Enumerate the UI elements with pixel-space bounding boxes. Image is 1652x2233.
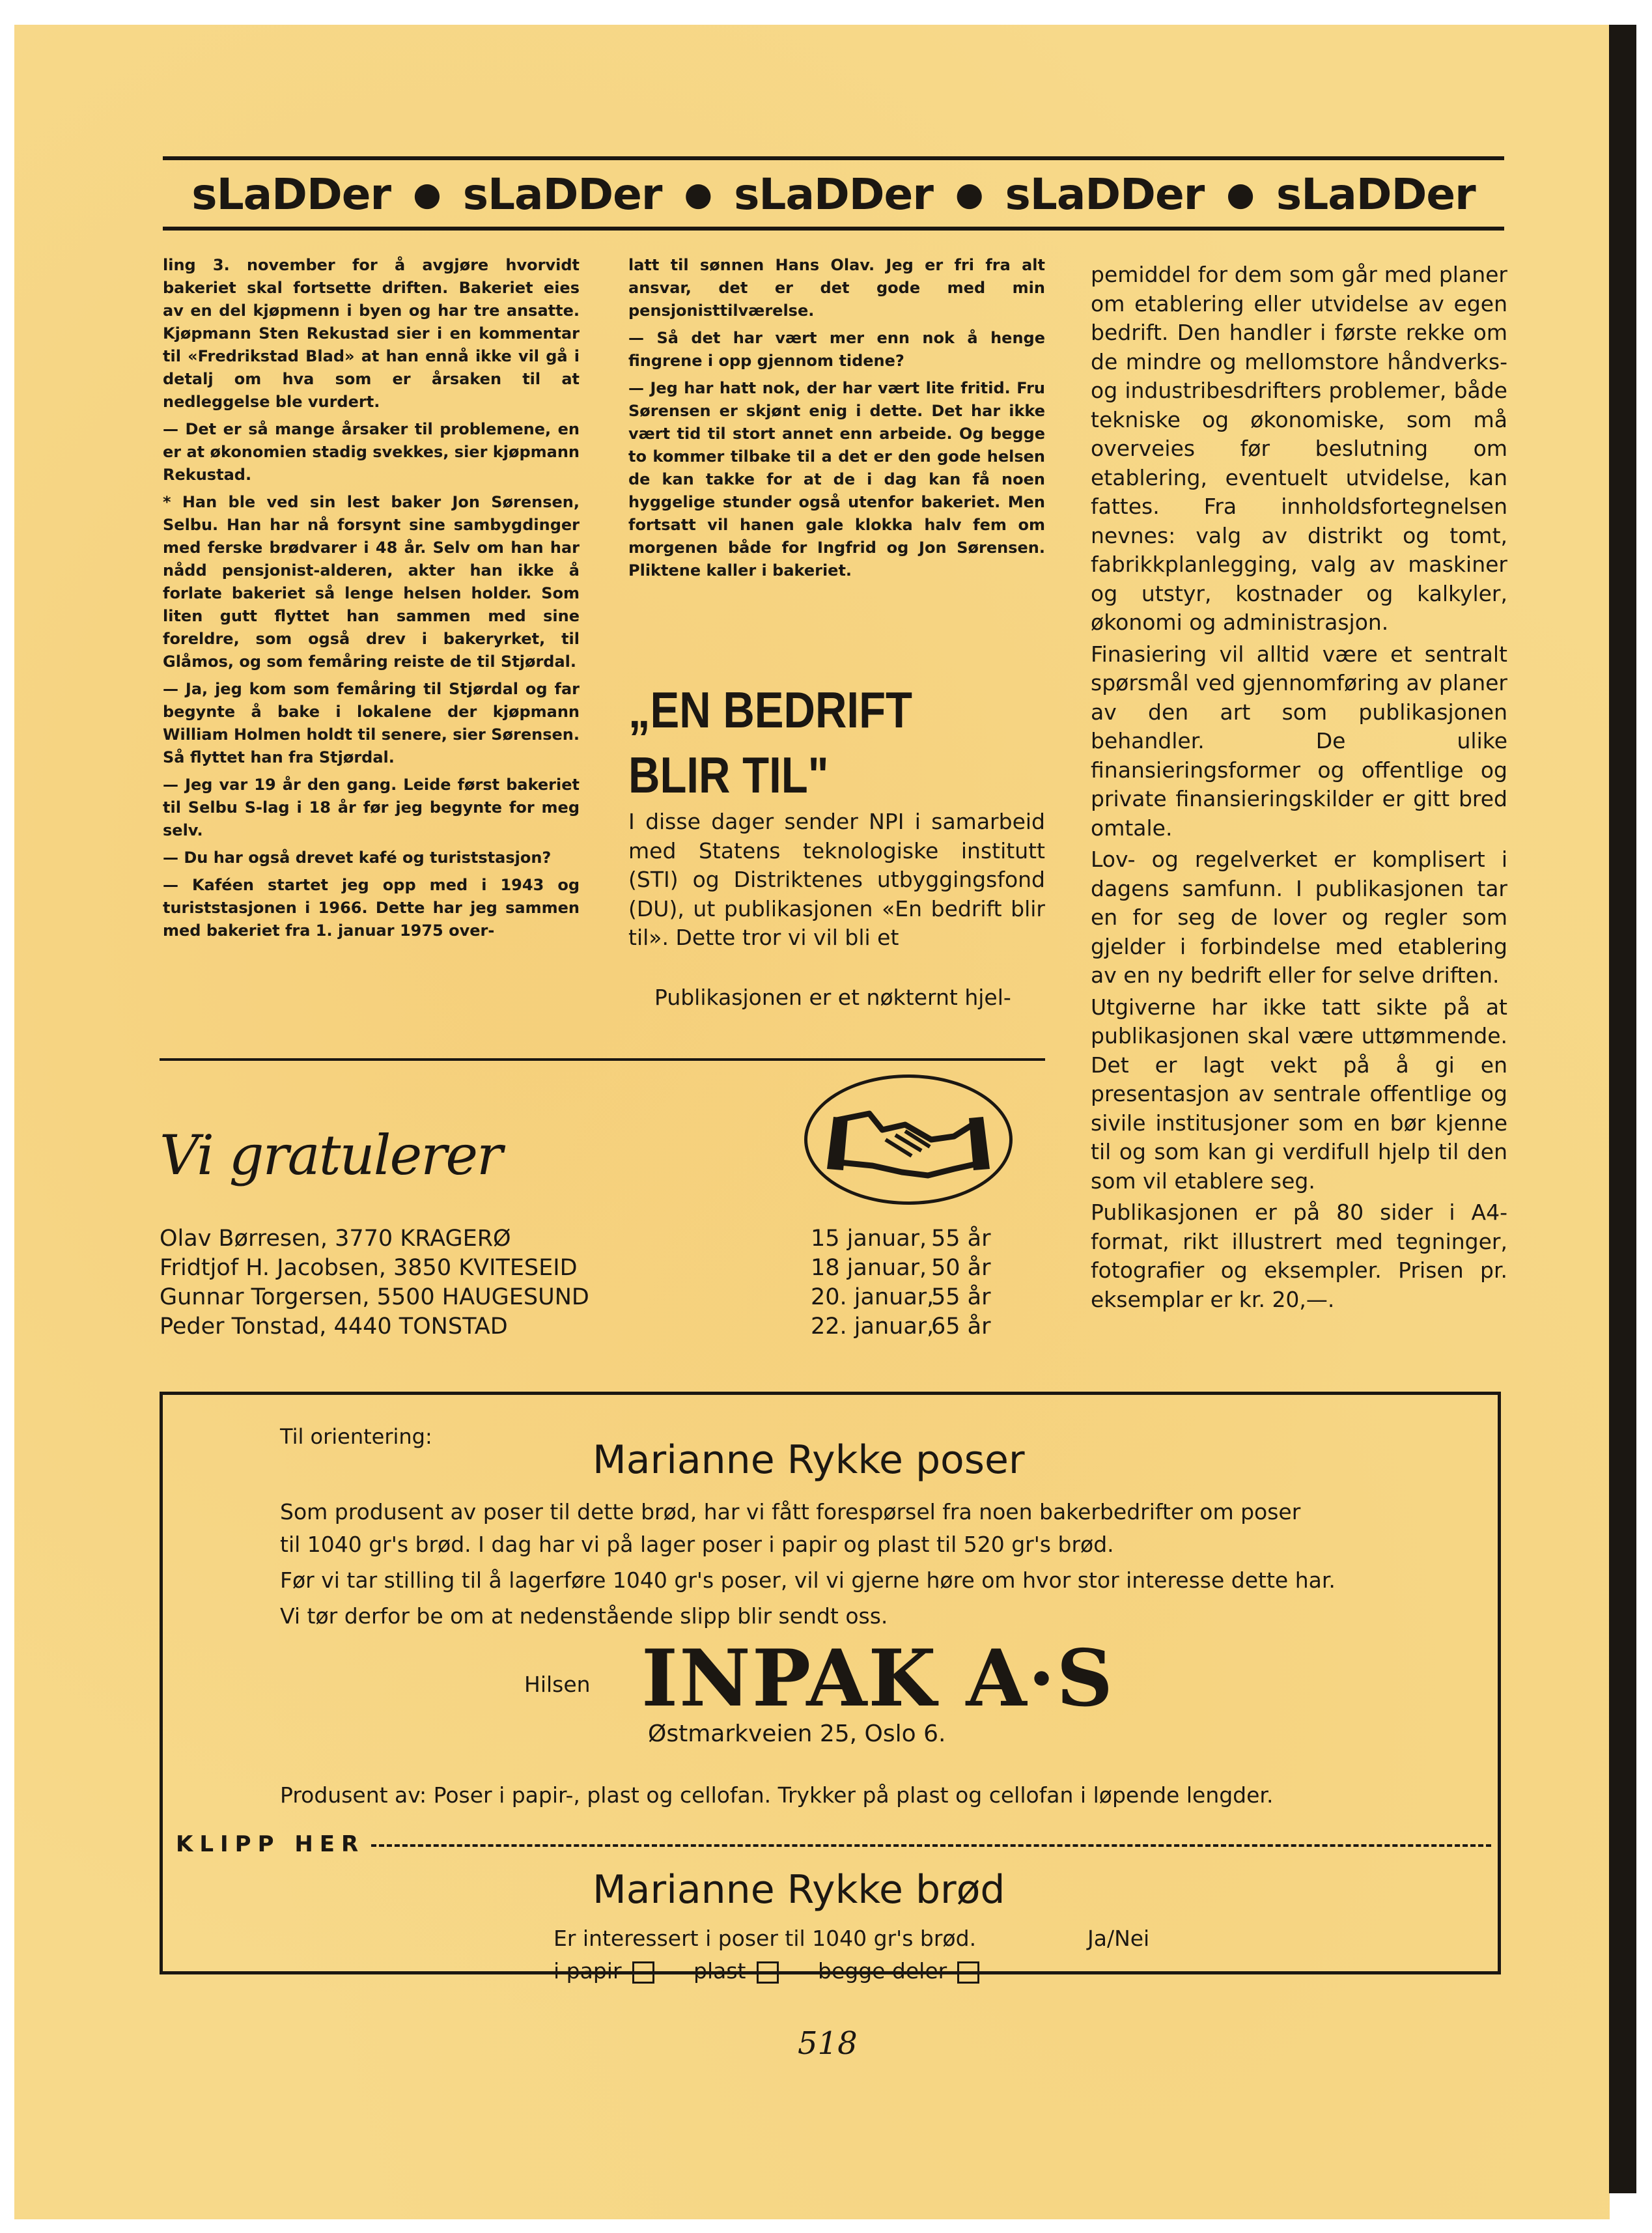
slip-yes-no: Ja/Nei	[1087, 1926, 1150, 1951]
article-intro-text: I disse dager sender NPI i samarbeid med Statens teknologiske institutt (STI) og Distriktenes utbyggingsfond (DU), ut publikasjonen «En bedrift blir til». Dette tror vi vil bli et	[628, 809, 1045, 950]
right-column	[1091, 260, 1507, 1317]
company-logo: INPAK A·S	[641, 1633, 1115, 1724]
congrats-name: Olav Børresen, 3770 KRAGERØ	[160, 1226, 511, 1252]
option-paper-label: i papir	[553, 1958, 622, 1984]
banner-word: sLaDDer	[1276, 169, 1476, 219]
headline	[628, 677, 964, 808]
congrats-divider	[160, 1058, 1045, 1061]
article-continuation-text: Publikasjonen er et nøkternt hjel-	[654, 985, 1011, 1010]
left-paragraph-4: — Ja, jeg kom som femåring til Stjørdal og far begynte å bake i lokalene der kjøpmann William Holmen holdt til senere, sier Sørensen. Så flyttet han fra Stjørdal.	[163, 680, 580, 766]
banner-bottom-rule	[163, 227, 1504, 231]
banner-bullet: ●	[1226, 175, 1254, 213]
sladder-banner	[163, 162, 1504, 227]
option-plastic-label: plast	[693, 1958, 746, 1984]
congrats-name: Fridtjof H. Jacobsen, 3850 KVITESEID	[160, 1255, 578, 1281]
banner-bullet: ●	[955, 175, 983, 213]
plastic-checkbox[interactable]	[757, 1961, 779, 1984]
congrats-heading: Vi gratulerer	[160, 1123, 502, 1187]
banner-word: sLaDDer	[191, 169, 391, 219]
congrats-date: 18 januar,	[811, 1255, 927, 1281]
products-line: Produsent av: Poser i papir-, plast og cellofan. Trykker på plast og cellofan i løpende lengder.	[280, 1782, 1274, 1808]
right-paragraph-2: Finasiering vil alltid være et sentralt spørsmål ved gjennomføring av planer av den art som publikasjonen behandler. De ulike finansieringsformer og offentlige og private finansieringskilder er gitt bred omtale.	[1091, 641, 1507, 841]
slip-title: Marianne Rykke brød	[593, 1867, 1005, 1913]
greeting: Hilsen	[524, 1672, 591, 1697]
ad-title: Marianne Rykke poser	[593, 1437, 1025, 1483]
middle-paragraph-3: — Jeg har hatt nok, der har vært lite fritid. Fru Sørensen er skjønt enig i dette. Det har ikke vært tid til stort annet enn arbeide. Og begge to kommer tilbake til a det er den gode helsen de kan takke for at de i dag kan få noen hyggelige stunder også utenfor bakeriet. Men fortsatt vil hanen gale klokka halv fem om morgenen både for Ingfrid og Jon Sørensen. Pliktene kaller i bakeriet.	[628, 379, 1045, 580]
orientation-label: Til orientering:	[280, 1424, 432, 1449]
option-both-label: begge deler	[818, 1958, 947, 1984]
right-paragraph-1: pemiddel for dem som går med planer om etablering eller utvidelse av egen bedrift. Den handler i første rekke om de mindre og mellomstore håndverks- og industribesdrifters problemer, både tekniske og økonomiske, som må overveies før beslutning om etablering, eventuelt utvidelse, kan fattes. Fra innholdsfortegnelsen nevnes: valg av distrikt og tomt, fabrikkplanlegging, valg av maskiner og utstyr, kostnader og kalkyler, økonomi og administrasjon.	[1091, 262, 1507, 635]
left-paragraph-2: — Det er så mange årsaker til problemene, en er at økonomien stadig svekkes, sier kjøpmann Rekustad.	[163, 420, 580, 484]
cut-here-label: KLIPP HER	[176, 1831, 365, 1857]
congrats-age: 55 år	[931, 1284, 991, 1310]
middle-paragraph-2: — Så det har vært mer enn nok å henge fingrene i opp gjennom tidene?	[628, 329, 1045, 370]
banner-top-rule	[163, 156, 1504, 160]
both-checkbox[interactable]	[957, 1961, 979, 1984]
banner-word: sLaDDer	[462, 169, 662, 219]
congrats-age: 55 år	[931, 1226, 991, 1252]
congrats-name: Gunnar Torgersen, 5500 HAUGESUND	[160, 1284, 589, 1310]
paper-checkbox[interactable]	[632, 1961, 654, 1984]
ad-line-3: Før vi tar stilling til å lagerføre 1040 gr's poser, vil vi gjerne høre om hvor stor interesse dette har.	[280, 1567, 1336, 1593]
banner-word: sLaDDer	[734, 169, 933, 219]
inpak-advertisement	[160, 1392, 1501, 1984]
company-address: Østmarkveien 25, Oslo 6.	[648, 1720, 946, 1747]
banner-word: sLaDDer	[1005, 169, 1205, 219]
banner-bullet: ●	[413, 175, 441, 213]
left-column	[163, 254, 580, 947]
page-number: 518	[798, 2025, 858, 2062]
handshake-emblem	[804, 1074, 1013, 1205]
cut-line	[371, 1844, 1491, 1847]
ad-line-2: til 1040 gr's brød. I dag har vi på lager poser i papir og plast til 520 gr's brød.	[280, 1532, 1114, 1557]
congrats-date: 20. januar,	[811, 1284, 934, 1310]
congrats-row	[160, 1254, 1016, 1283]
headline-line-1: „EN BEDRIFT	[628, 681, 913, 738]
slip-question: Er interessert i poser til 1040 gr's brød.	[553, 1926, 977, 1951]
headline-line-2: BLIR TIL"	[628, 746, 829, 804]
left-paragraph-3: * Han ble ved sin lest baker Jon Sørensen, Selbu. Han har nå forsynt sine sambygdinger med ferske brødvarer i 48 år. Selv om han har nådd pensjonist-alderen, akter han ikke å forlate bakeriet så lenge helsen holder. Som liten gutt flyttet han sammen med sine foreldre, som også drev i bakeryrket, til Glåmos, og som femåring reiste de til Stjørdal.	[163, 493, 580, 671]
congrats-age: 50 år	[931, 1255, 991, 1281]
page-edge-shadow	[1609, 25, 1636, 2193]
article-intro	[628, 808, 1045, 955]
middle-paragraph-1: latt til sønnen Hans Olav. Jeg er fri fra alt ansvar, det er det gode med min pensjonisttilværelse.	[628, 256, 1045, 320]
ad-line-4: Vi tør derfor be om at nedenstående slipp blir sendt oss.	[280, 1603, 888, 1629]
congrats-age: 65 år	[931, 1313, 991, 1340]
congrats-date: 15 januar,	[811, 1226, 927, 1252]
right-paragraph-3: Lov- og regelverket er komplisert i dagens samfunn. I publikasjonen tar en for seg de lover og regler som gjelder i forbindelse med etablering av en ny bedrift eller for selve driften.	[1091, 847, 1507, 988]
congrats-list	[160, 1224, 1016, 1341]
congrats-date: 22. januar,	[811, 1313, 934, 1340]
congrats-row	[160, 1283, 1016, 1312]
congrats-row	[160, 1312, 1016, 1341]
left-paragraph-1: ling 3. november for å avgjøre hvorvidt bakeriet skal fortsette driften. Bakeriet eies av en del kjøpmenn i byen og har tre ansatte. Kjøpmann Sten Rekustad sier i en kommentar til «Fredrikstad Blad» at han ennå ikke vil gå i detalj om hva som er årsaken til at nedleggelse ble vurdert.	[163, 256, 580, 411]
article-continuation	[654, 983, 1045, 1015]
ad-line-1: Som produsent av poser til dette brød, har vi fått forespørsel fra noen bakerbedrifter om poser	[280, 1499, 1301, 1524]
right-paragraph-4: Utgiverne har ikke tatt sikte på at publikasjonen skal være uttømmende. Det er lagt vekt på å gi en presentasjon av sentrale offentlige og sivile institusjoner som en bør kjenne til og som kan gi verdifull hjelp til den som vil etablere seg.	[1091, 994, 1507, 1194]
left-paragraph-6: — Du har også drevet kafé og turiststasjon?	[163, 849, 552, 867]
slip-options	[553, 1958, 979, 1984]
right-paragraph-5: Publikasjonen er på 80 sider i A4-format, rikt illustrert med tegninger, fotografier og eksempler. Prisen pr. eksemplar er kr. 20,—.	[1091, 1200, 1507, 1312]
banner-bullet: ●	[684, 175, 712, 213]
handshake-icon	[807, 1078, 1009, 1201]
congrats-row	[160, 1224, 1016, 1254]
left-paragraph-7: — Kaféen startet jeg opp med i 1943 og turiststasjonen i 1966. Dette har jeg sammen med bakeriet fra 1. januar 1975 over-	[163, 876, 580, 940]
congrats-name: Peder Tonstad, 4440 TONSTAD	[160, 1313, 508, 1340]
left-paragraph-5: — Jeg var 19 år den gang. Leide først bakeriet til Selbu S-lag i 18 år før jeg begynte for meg selv.	[163, 776, 580, 839]
middle-column	[628, 254, 1045, 587]
